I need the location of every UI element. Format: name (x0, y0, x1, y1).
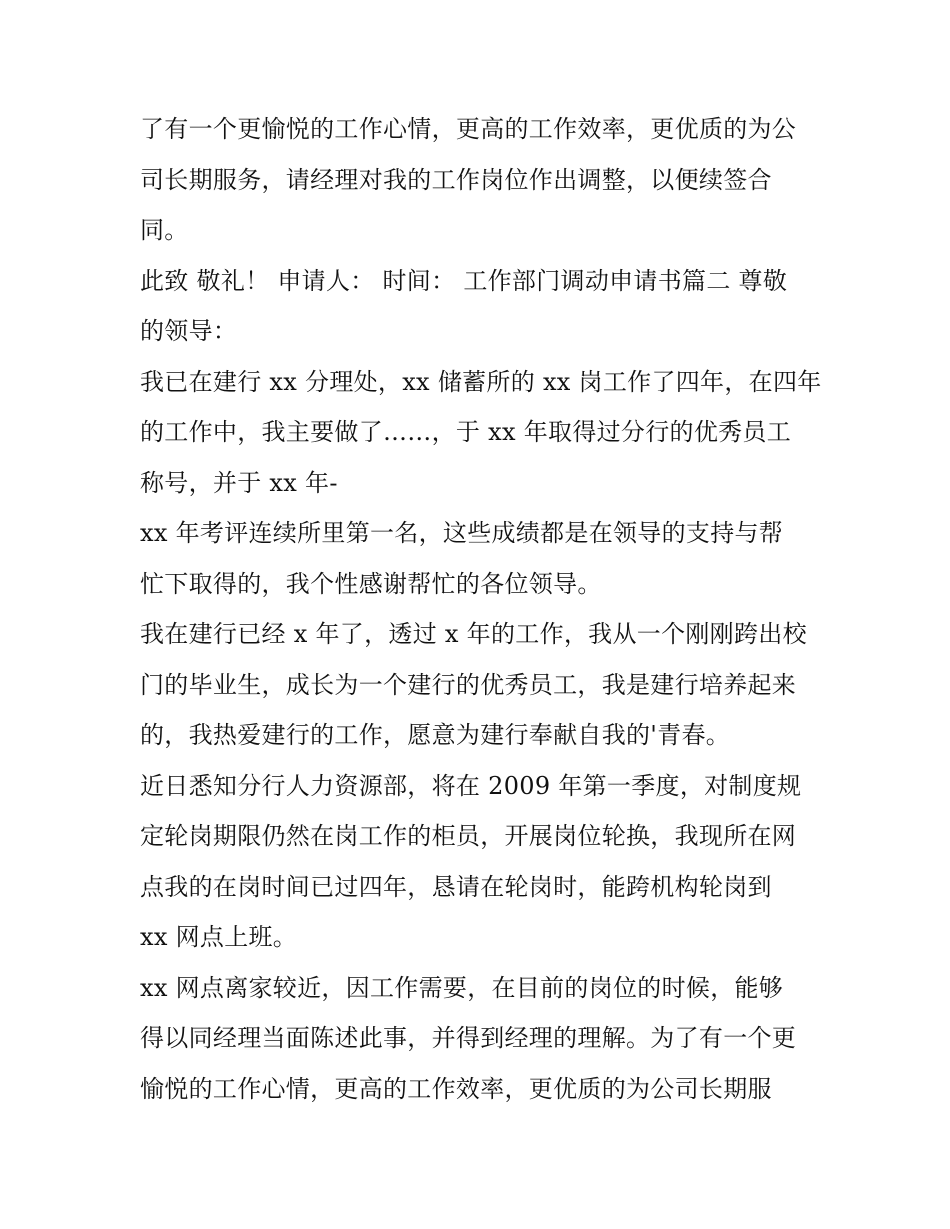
text-line: 此致 敬礼！ 申请人： 时间： 工作部门调动申请书篇二 尊敬 (140, 266, 788, 295)
text-line: 忙下取得的，我个性感谢帮忙的各位领导。 (140, 569, 602, 598)
text-line: 点我的在岗时间已过四年，恳请在轮岗时，能跨机构轮岗到 (140, 872, 772, 901)
text-line: 的领导： (140, 317, 238, 345)
text-line: 的，我热爱建行的工作，愿意为建行奉献自我的'青春。 (140, 721, 731, 749)
text-line: 称号，并于 xx 年- (140, 468, 338, 497)
text-line: 了有一个更愉悦的工作心情，更高的工作效率，更优质的为公 (140, 115, 797, 143)
text-line: 愉悦的工作心情，更高的工作效率，更优质的为公司长期服 (140, 1074, 772, 1103)
text-line: 门的毕业生，成长为一个建行的优秀员工，我是建行培养起来 (140, 670, 797, 699)
text-line: 司长期服务，请经理对我的工作岗位作出调整，以便续签合 (140, 165, 772, 194)
text-line: 得以同经理当面陈述此事，并得到经理的理解。为了有一个更 (140, 1024, 797, 1052)
text-line: 定轮岗期限仍然在岗工作的柜员，开展岗位轮换，我现所在网 (140, 822, 797, 850)
text-line: 我在建行已经 x 年了，透过 x 年的工作，我从一个刚刚跨出校 (140, 620, 807, 648)
text-line: 我已在建行 xx 分理处，xx 储蓄所的 xx 岗工作了四年，在四年 (140, 367, 822, 396)
document-body (140, 104, 820, 1114)
text-line: 的工作中，我主要做了……，于 xx 年取得过分行的优秀员工 (140, 418, 792, 446)
text-line: 近日悉知分行人力资源部，将在 2009 年第一季度，对制度规 (140, 771, 802, 800)
text-line: xx 年考评连续所里第一名，这些成绩都是在领导的支持与帮 (140, 519, 784, 547)
text-line: xx 网点离家较近，因工作需要，在目前的岗位的时候，能够 (140, 973, 784, 1002)
text-line: xx 网点上班。 (140, 923, 298, 951)
text-line: 同。 (140, 216, 189, 244)
